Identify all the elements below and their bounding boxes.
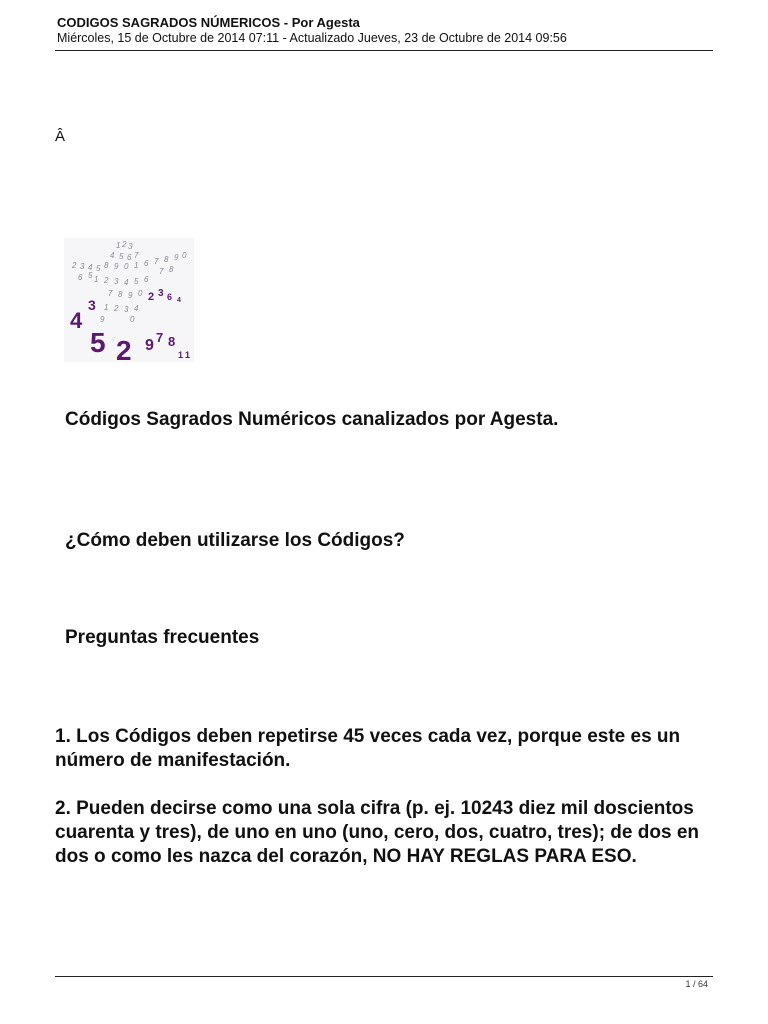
purple-digit: 4 xyxy=(70,308,83,333)
faint-digit: 3 xyxy=(114,277,119,286)
purple-digit: 2 xyxy=(116,335,132,362)
faint-digit: 6 xyxy=(144,275,149,284)
stray-character: Â xyxy=(55,128,66,145)
faint-digit: 5 xyxy=(96,264,101,273)
purple-digit: 1 xyxy=(178,350,184,360)
faint-digit: 0 xyxy=(138,289,143,298)
faint-digit: 2 xyxy=(122,240,127,249)
faint-digit: 3 xyxy=(128,242,133,251)
faint-digit: 8 xyxy=(169,265,174,274)
faint-digit: 1 xyxy=(94,275,99,284)
faint-digit: 0 xyxy=(182,251,187,260)
faint-digit: 7 xyxy=(134,251,139,260)
faint-digit: 1 xyxy=(134,261,139,270)
faint-digit: 6 xyxy=(78,273,83,282)
faint-digit: 7 xyxy=(154,257,159,266)
faint-digit: 9 xyxy=(100,315,105,324)
faint-digit: 2 xyxy=(72,261,77,270)
heading-how-to-use: ¿Cómo deben utilizarse los Códigos? xyxy=(65,530,405,551)
footer-divider xyxy=(55,976,713,977)
faint-digit: 7 xyxy=(159,267,164,276)
document-header xyxy=(57,15,713,46)
faint-digit: 4 xyxy=(134,304,139,313)
faint-digit: 8 xyxy=(118,290,123,299)
faint-digit: 1 xyxy=(116,241,121,250)
faq-item-2: 2. Pueden decirse como una sola cifra (p. ej. 10243 diez mil doscientos cuarenta y tres), de uno en uno (uno, cero, dos, cuatro, tres); de dos en dos o como les nazca del corazón, NO HAY REGLAS PARA ESO. xyxy=(55,798,699,867)
faint-digit: 8 xyxy=(104,261,109,270)
faint-digit: 8 xyxy=(164,255,169,264)
faint-digit: 2 xyxy=(114,304,119,313)
purple-digit: 9 xyxy=(145,337,154,354)
purple-digit: 4 xyxy=(177,297,181,304)
faint-digit: 4 xyxy=(124,278,129,287)
purple-digit: 7 xyxy=(156,330,164,345)
faint-digit: 3 xyxy=(80,262,85,271)
faint-digit: 4 xyxy=(88,263,93,272)
faint-digit: 0 xyxy=(124,262,129,271)
faint-digit: 1 xyxy=(104,303,109,312)
numbers-figure-image xyxy=(64,238,194,362)
faint-digit: 9 xyxy=(114,262,119,271)
faint-digit: 9 xyxy=(174,253,179,262)
faint-digit: 0 xyxy=(130,315,135,324)
purple-digit: 2 xyxy=(148,291,155,303)
faint-digit: 5 xyxy=(119,252,124,261)
purple-digit: 3 xyxy=(88,297,96,313)
page-indicator: 1 / 64 xyxy=(685,979,708,989)
faint-digit: 6 xyxy=(127,253,132,262)
purple-digit: 6 xyxy=(167,292,173,302)
faint-digit: 9 xyxy=(128,291,133,300)
faq-item-1: 1. Los Códigos deben repetirse 45 veces cada vez, porque este es un número de manifestación. xyxy=(55,726,681,771)
faint-digit: 2 xyxy=(104,276,109,285)
faint-digit: 5 xyxy=(88,271,93,280)
faint-digit: 3 xyxy=(124,305,129,314)
purple-digit: 1 xyxy=(185,350,191,360)
faint-digit: 7 xyxy=(108,289,113,298)
purple-digit: 3 xyxy=(158,288,164,299)
faint-digit: 6 xyxy=(144,259,149,268)
document-dates: Miércoles, 15 de Octubre de 2014 07:11 - Actualizado Jueves, 23 de Octubre de 2014 09:56 xyxy=(57,31,567,45)
document-title: CODIGOS SAGRADOS NÚMERICOS - Por Agesta xyxy=(57,15,360,30)
heading-sacred-codes: Códigos Sagrados Numéricos canalizados por Agesta. xyxy=(65,409,559,430)
faint-digit: 5 xyxy=(134,277,139,286)
purple-digit: 5 xyxy=(90,327,106,358)
heading-faq: Preguntas frecuentes xyxy=(65,627,260,648)
header-divider xyxy=(55,50,713,51)
purple-digit: 8 xyxy=(168,334,176,349)
faint-digit: 4 xyxy=(110,251,115,260)
